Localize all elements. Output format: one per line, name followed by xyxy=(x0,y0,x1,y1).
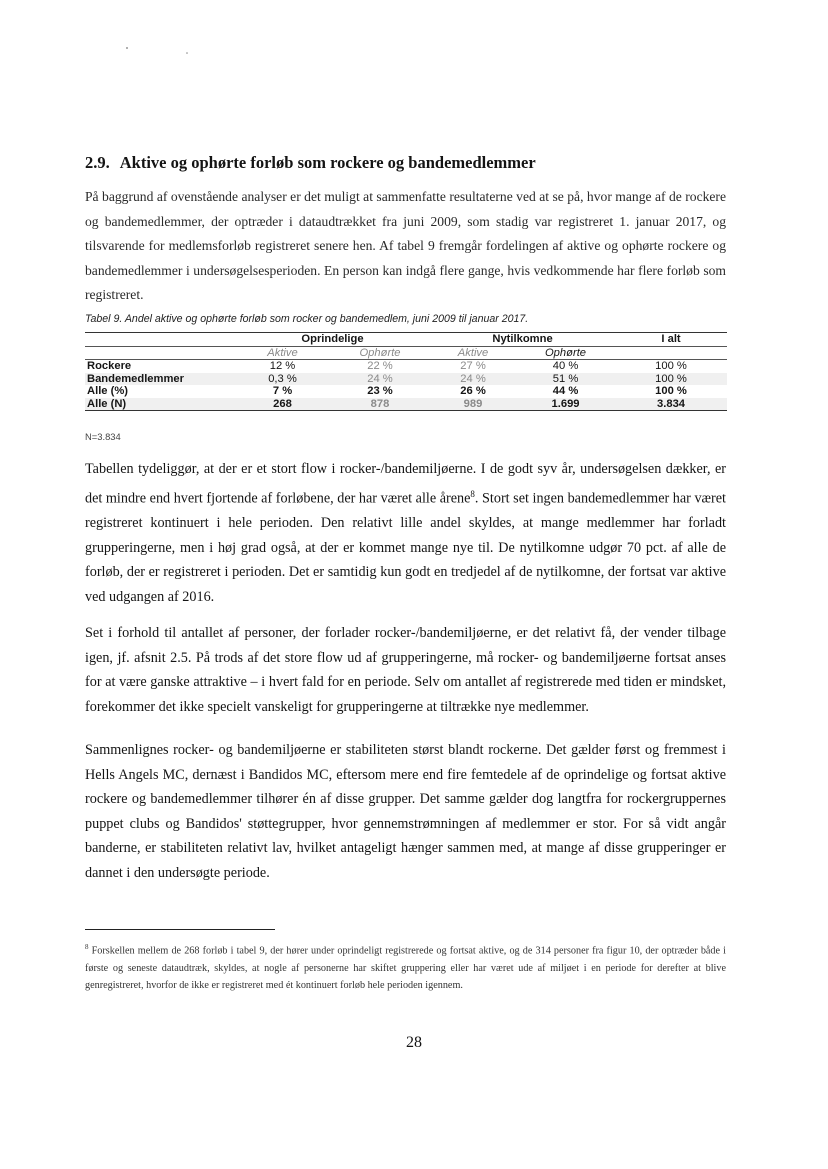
table-cell: 27 % xyxy=(460,360,486,372)
table-cell: 12 % xyxy=(269,360,296,372)
sub-header-blank xyxy=(615,346,727,360)
section-heading xyxy=(85,153,536,173)
paragraph-stability: Sammenlignes rocker- og bandemiljøerne er stabiliteten størst blandt rockerne. Det gælder først og fremmest i Hells Angels MC, dernæst i Bandidos MC, eftersom mere end fire femtedele af de oprindelige og fortsat aktive rockere og bandemedlemmer tilhører én af disse grupper. Det samme gælder dog langtfra for rockergruppernes puppet clubs og Bandidos' støttegrupper, hvor gennemstrømningen af medlemmer er stor. For så vidt angår banderne, er stabiliteten relativt lav, hvilket antageligt hænger sammen med, at mange af disse grupperinger er dannet i den undersøgte periode. xyxy=(85,742,726,881)
table-cell: 24 % xyxy=(460,372,486,385)
footnote-marker: 8 xyxy=(85,943,89,951)
table-cell: 51 % xyxy=(552,372,579,385)
table-cell: 100 % xyxy=(655,360,687,372)
table-row xyxy=(85,385,727,398)
row-label: Rockere xyxy=(87,360,132,372)
table-caption: Tabel 9. Andel aktive og ophørte forløb som rocker og bandemedlem, juni 2009 til januar 2017. xyxy=(85,313,529,325)
sub-header-aktive: Aktive xyxy=(430,346,516,360)
table-cell: 878 xyxy=(330,398,430,411)
table-cell: 3.834 xyxy=(615,398,727,411)
table-cell: 0,3 % xyxy=(268,372,297,385)
table-row xyxy=(85,373,727,386)
group-header-nytilkomne: Nytilkomne xyxy=(430,333,615,347)
data-table xyxy=(85,332,727,411)
footnote-text: Forskellen mellem de 268 forløb i tabel 9, der hører under oprindeligt registrerede og fortsat aktive, og de 314 personer fra figur 10, der optræder både i første og seneste dataudtræk, skyldes, at nogle af personerne har skiftet gruppering eller har været ude af miljøet i en periode for derefter at blive genregistreret, hvorfor de ikke er registreret med ét kontinuert forløb hele perioden igennem. xyxy=(85,945,727,991)
table-cell: 268 xyxy=(235,398,330,411)
row-label: Alle (%) xyxy=(87,385,129,397)
group-header-i-alt: I alt xyxy=(615,333,727,347)
table-cell: 100 % xyxy=(655,372,687,385)
table-cell: 24 % xyxy=(367,372,393,385)
table-corner-cell xyxy=(85,333,235,347)
table-cell: 40 % xyxy=(552,360,579,372)
row-label: Bandemedlemmer xyxy=(87,372,184,385)
table-row xyxy=(85,360,727,373)
page-number: 28 xyxy=(406,1034,422,1051)
table-note: N=3.834 xyxy=(85,431,121,442)
footnote xyxy=(85,939,726,994)
paragraph-flow xyxy=(85,457,726,609)
paragraph-intro: På baggrund af ovenstående analyser er det muligt at sammenfatte resultaterne ved at se på, hvor mange af de rockere og bandemedlemmer, der optræder i dataudtrækket fra juni 2009, som stadig var registreret 1. januar 2017, og tilsvarende for medlemsforløb registreret senere hen. Af tabel 9 fremgår fordelingen af aktive og ophørte rockere og bandemedlemmer i undersøgelsesperioden. En person kan indgå flere gange, hvis vedkommende har flere forløb som registreret. xyxy=(85,189,726,303)
section-title: Aktive og ophørte forløb som rockere og bandemedlemmer xyxy=(119,153,536,172)
table-cell: 989 xyxy=(430,398,516,411)
scan-speck-marks xyxy=(125,44,195,56)
sub-header-ophorte: Ophørte xyxy=(516,346,615,360)
table-corner-cell xyxy=(85,346,235,360)
paragraph-text: . Stort set ingen bandemedlemmer har været registreret kontinuert i hele perioden. Den relativt lille andel skyldes, at mange medlemmer har forladt grupperingerne, men i høj grad også, at der er kommet mange nye til. De nytilkomne udgør 70 pct. af alle de forløb, der er registreret i perioden. Det er samtidig kun godt en tredjedel af de nytilkomne, der fortsat var aktive ved udgangen af 2016. xyxy=(85,490,726,605)
table-cell: 23 % xyxy=(367,385,393,397)
group-header-oprindelige: Oprindelige xyxy=(235,333,430,347)
section-number: 2.9. xyxy=(85,153,110,172)
footnote-divider xyxy=(85,929,275,930)
sub-header-aktive: Aktive xyxy=(235,346,330,360)
sub-header-ophorte: Ophørte xyxy=(330,346,430,360)
table-group-header-row xyxy=(85,333,727,347)
footnote-reference: 8 xyxy=(470,488,475,499)
table-cell: 100 % xyxy=(655,385,687,397)
table-cell: 26 % xyxy=(460,385,486,397)
paragraph-text: Tabellen tydeliggør, at der er et stort flow i rocker-/bandemiljøerne. I de godt syv år, undersøgelsen dækker, er det mindre end hvert fjortende af forløbene, der har været alle årene xyxy=(85,461,726,507)
paragraph-return: Set i forhold til antallet af personer, der forlader rocker-/bandemiljøerne, er det relativt få, der vender tilbage igen, jf. afsnit 2.5. På trods af det store flow ud af grupperingerne, må rocker- og bandemiljøerne fortsat anses for at være ganske attraktive – i hvert fald for en periode. Selv om antallet af registrerede med tiden er mindsket, forekommer det ikke specielt vanskeligt for grupperingerne at tiltrække nye medlemmer. xyxy=(85,625,726,715)
table-cell: 22 % xyxy=(367,360,393,372)
table-cell: 1.699 xyxy=(516,398,615,411)
table-cell: 44 % xyxy=(552,385,579,397)
table-sub-header-row xyxy=(85,346,727,360)
table-row xyxy=(85,398,727,411)
table-cell: 7 % xyxy=(272,385,293,397)
row-label: Alle (N) xyxy=(85,398,235,411)
